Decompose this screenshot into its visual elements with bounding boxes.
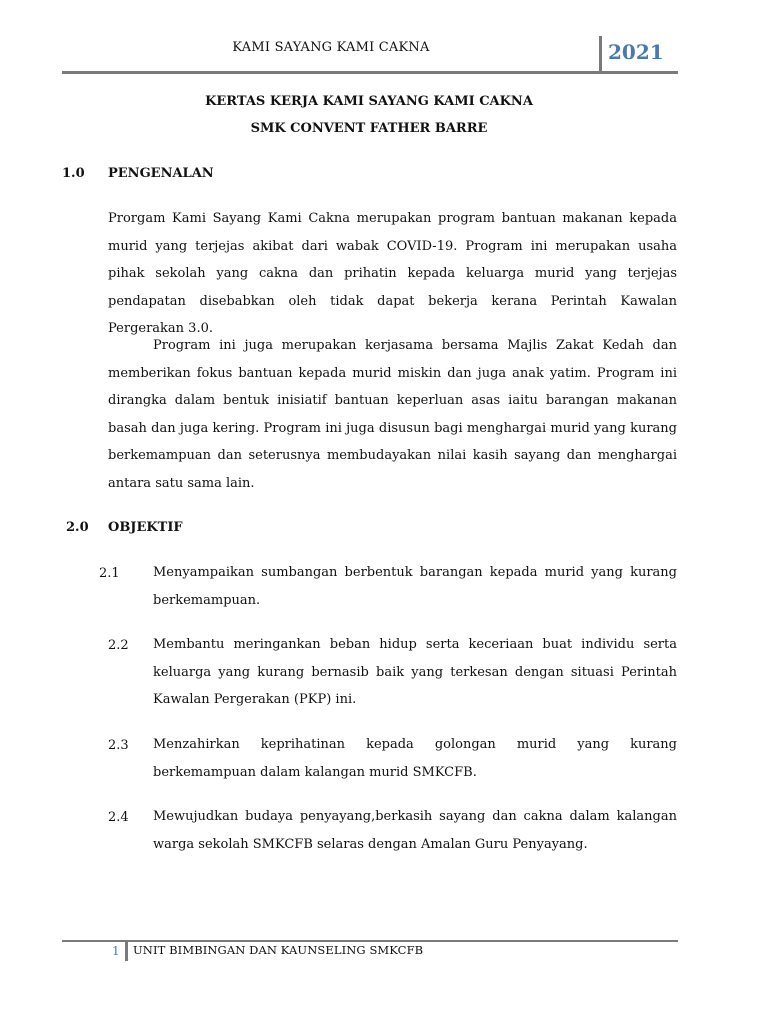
paragraph: Program ini juga merupakan kerjasama bersama Majlis Zakat Kedah dan memberikan fokus bantuan kepada murid miskin dan juga anak yatim. Program ini dirangka dalam bentuk inisiatif bantuan keperluan asas iaitu barangan makanan basah dan juga kering. Program ini juga disusun bagi menghargai murid yang kurang berkemampuan dan seterusnya membudayakan nilai kasih sayang dan menghargai antara satu sama lain. bbox=[108, 338, 677, 491]
header-title: KAMI SAYANG KAMI CAKNA bbox=[232, 40, 430, 55]
header-year: 2021 bbox=[608, 40, 664, 64]
paragraph: Prorgam Kami Sayang Kami Cakna merupakan program bantuan makanan kepada murid yang terjejas akibat dari wabak COVID-19. Program ini merupakan usaha pihak sekolah yang cakna dan prihatin kepada keluarga murid yang terjejas pendapatan disebabkan oleh tidak dapat bekerja kerana Perintah Kawalan Pergerakan 3.0. bbox=[108, 211, 677, 336]
objective-number: 2.2 bbox=[108, 638, 129, 653]
objective-text: Menyampaikan sumbangan berbentuk barangan kepada murid yang kurang berkemampuan. bbox=[153, 565, 677, 608]
header-divider bbox=[599, 36, 602, 72]
section-number: 1.0 bbox=[62, 166, 85, 181]
section-number: 2.0 bbox=[66, 520, 89, 535]
section-heading: OBJEKTIF bbox=[108, 520, 183, 535]
section-heading: PENGENALAN bbox=[108, 166, 214, 181]
footer-text: UNIT BIMBINGAN DAN KAUNSELING SMKCFB bbox=[133, 943, 424, 957]
header-rule bbox=[62, 71, 678, 74]
footer-rule bbox=[62, 940, 678, 942]
document-title: KERTAS KERJA KAMI SAYANG KAMI CAKNA bbox=[205, 94, 533, 109]
objective-text: Menzahirkan keprihatinan kepada golongan murid yang kurang berkemampuan dalam kalangan murid SMKCFB. bbox=[153, 737, 677, 780]
objective-number: 2.3 bbox=[108, 738, 129, 753]
objective-number: 2.1 bbox=[99, 566, 120, 581]
page-number: 1 bbox=[112, 944, 120, 958]
objective-text: Membantu meringankan beban hidup serta keceriaan buat individu serta keluarga yang kurang bernasib baik yang terkesan dengan situasi Perintah Kawalan Pergerakan (PKP) ini. bbox=[153, 637, 677, 707]
footer-divider bbox=[125, 940, 128, 961]
objective-number: 2.4 bbox=[108, 810, 129, 825]
objective-text: Mewujudkan budaya penyayang,berkasih sayang dan cakna dalam kalangan warga sekolah SMKCFB selaras dengan Amalan Guru Penyayang. bbox=[153, 809, 677, 852]
document-subtitle: SMK CONVENT FATHER BARRE bbox=[250, 121, 488, 136]
